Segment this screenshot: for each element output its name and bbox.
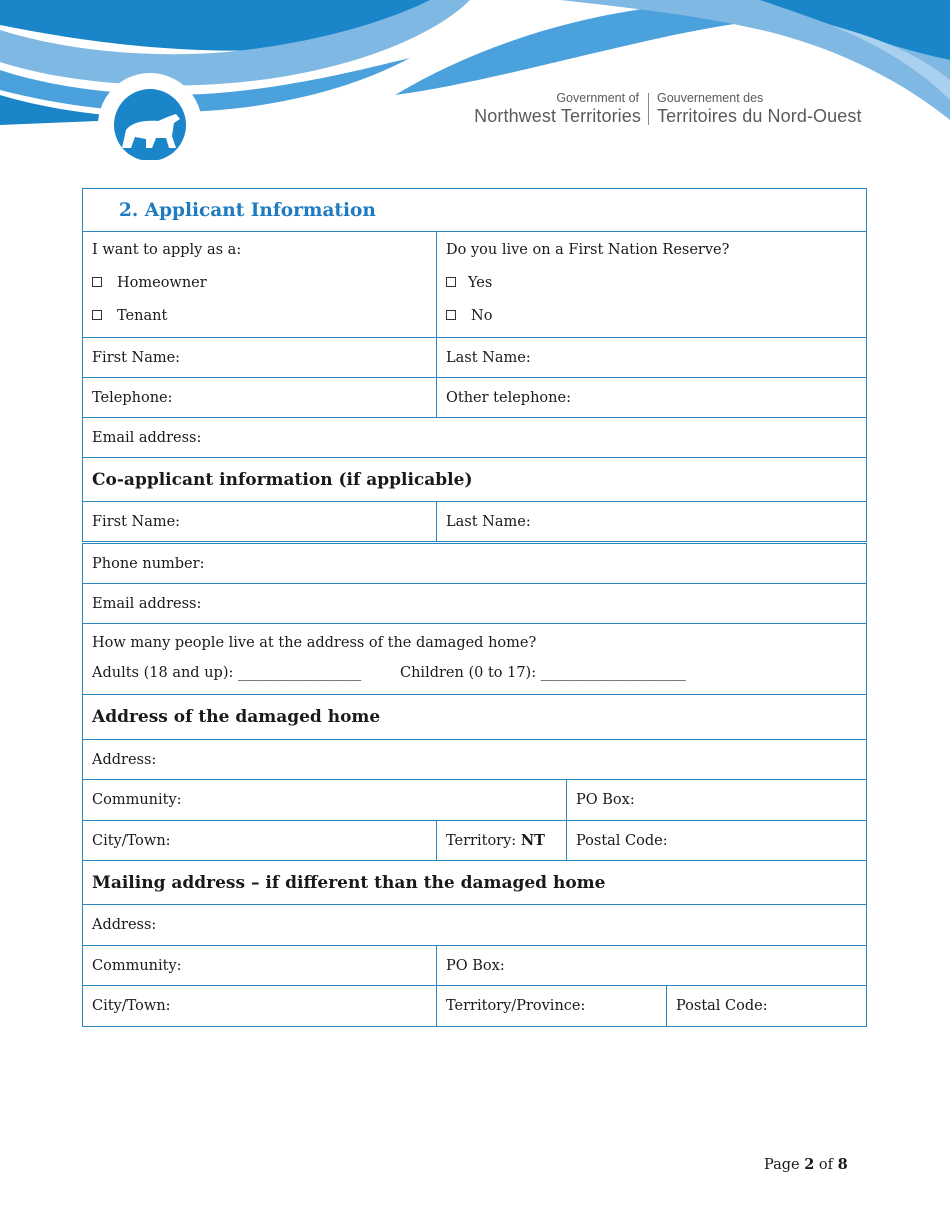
page-of: of: [814, 1157, 838, 1173]
mailing-po-box-field[interactable]: PO Box:: [446, 957, 505, 974]
homeowner-option[interactable]: [92, 273, 428, 306]
reserve-yes-checkbox[interactable]: [446, 277, 456, 287]
apply-as-label: I want to apply as a:: [92, 242, 242, 258]
household-counts: [92, 663, 859, 685]
gov-fr-small: Gouvernement des: [657, 91, 764, 105]
children-field[interactable]: Children (0 to 17): ____________________: [400, 665, 686, 681]
gov-fr-big: Territoires du Nord-Ouest: [657, 106, 862, 126]
page-current: 2: [804, 1156, 815, 1173]
damaged-po-box-field[interactable]: PO Box:: [576, 792, 635, 808]
territory-label: Territory:: [446, 832, 521, 849]
gov-en-small: Government of: [556, 91, 639, 105]
mailing-heading-row: [82, 860, 867, 905]
apply-reserve-row: [82, 231, 867, 338]
applicant-telephone-field[interactable]: Telephone:: [92, 389, 173, 406]
tenant-checkbox[interactable]: [92, 310, 102, 320]
applicant-phone-row: [82, 377, 867, 418]
tenant-label: Tenant: [117, 308, 168, 324]
page-label: Page: [764, 1157, 805, 1173]
territory-value: NT: [520, 832, 545, 849]
damaged-community-field[interactable]: Community:: [92, 792, 182, 808]
adults-field[interactable]: Adults (18 and up): _________________: [92, 665, 362, 681]
section-title-row: [82, 188, 867, 232]
reserve-no-option[interactable]: [446, 306, 858, 339]
homeowner-checkbox[interactable]: [92, 277, 102, 287]
reserve-label: Do you live on a First Nation Reserve?: [446, 242, 730, 258]
damaged-territory-field: [437, 821, 567, 860]
coapplicant-phone-field[interactable]: Phone number:: [92, 555, 205, 572]
coapplicant-name-row: [82, 501, 867, 542]
gov-en-big: Northwest Territories: [474, 106, 641, 126]
applicant-other-telephone-field[interactable]: Other telephone:: [446, 389, 571, 406]
reserve-yes-option[interactable]: [446, 273, 858, 306]
household-row: [82, 623, 867, 695]
reserve-cell: [437, 232, 867, 337]
mailing-address-row: [82, 904, 867, 946]
damaged-postal-code-field[interactable]: Postal Code:: [576, 832, 668, 849]
mailing-city-row: [82, 985, 867, 1027]
damaged-home-heading-row: [82, 694, 867, 740]
mailing-community-field[interactable]: Community:: [92, 957, 182, 974]
coapplicant-last-name-field[interactable]: Last Name:: [446, 513, 531, 530]
household-question: How many people live at the address of the damaged home?: [92, 635, 537, 651]
reserve-yes-label: Yes: [468, 275, 493, 291]
coapplicant-email-field[interactable]: Email address:: [92, 595, 202, 612]
coapplicant-phone-row: [82, 543, 867, 584]
applicant-email-row: [82, 417, 867, 458]
mailing-postal-code-field[interactable]: Postal Code:: [676, 998, 768, 1014]
damaged-community-row: [82, 779, 867, 821]
apply-as-cell: [83, 232, 437, 337]
section-title: 2. Applicant Information: [119, 199, 376, 221]
damaged-city-row: [82, 820, 867, 861]
applicant-name-row: [82, 337, 867, 378]
mailing-heading: Mailing address – if different than the damaged home: [92, 872, 606, 893]
applicant-first-name-field[interactable]: First Name:: [92, 349, 181, 366]
coapplicant-heading: Co-applicant information (if applicable): [92, 469, 473, 490]
damaged-home-heading: Address of the damaged home: [92, 707, 381, 727]
gov-divider: [648, 93, 649, 125]
reserve-no-label: No: [471, 308, 493, 324]
household-cell: [83, 624, 868, 694]
coapplicant-first-name-field[interactable]: First Name:: [92, 513, 181, 530]
coapplicant-heading-row: [82, 457, 867, 502]
government-name-french: [657, 91, 862, 127]
mailing-address-field[interactable]: Address:: [92, 917, 157, 933]
coapplicant-email-row: [82, 583, 867, 624]
mailing-city-field[interactable]: City/Town:: [92, 998, 171, 1014]
damaged-city-field[interactable]: City/Town:: [92, 832, 171, 849]
government-name-english: [458, 91, 641, 127]
applicant-email-field[interactable]: Email address:: [92, 429, 202, 446]
page-number: [764, 1156, 848, 1173]
header-banner: [0, 0, 950, 160]
tenant-option[interactable]: [92, 306, 428, 339]
mailing-community-row: [82, 945, 867, 986]
page-total: 8: [837, 1156, 848, 1173]
applicant-last-name-field[interactable]: Last Name:: [446, 349, 531, 366]
mailing-territory-field[interactable]: Territory/Province:: [446, 998, 586, 1014]
damaged-address-field[interactable]: Address:: [92, 751, 157, 768]
reserve-no-checkbox[interactable]: [446, 310, 456, 320]
homeowner-label: Homeowner: [117, 275, 207, 291]
damaged-address-row: [82, 739, 867, 780]
